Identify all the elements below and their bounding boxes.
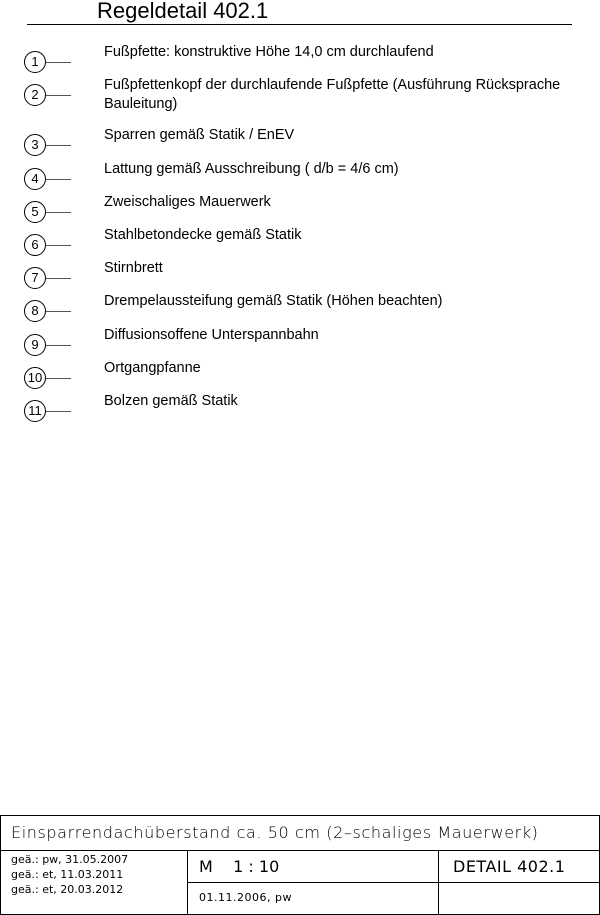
leader-line <box>46 245 71 246</box>
legend-item-text: Drempelaussteifung gemäß Statik (Höhen beachten) <box>104 293 443 309</box>
legend-item <box>24 393 584 426</box>
leader-line <box>46 278 71 279</box>
legend-number-badge: 4 <box>24 168 46 190</box>
title-block <box>0 815 600 915</box>
title-underline <box>27 24 572 25</box>
legend-item-text: Stahlbetondecke gemäß Statik <box>104 227 302 243</box>
revision-entry: geä.: et, 20.03.2012 <box>11 883 124 896</box>
legend-item-text: Diffusionsoffene Unterspannbahn <box>104 327 319 343</box>
detail-number: DETAIL 402.1 <box>453 857 566 876</box>
legend-number-badge: 10 <box>24 367 46 389</box>
legend-item <box>24 44 584 77</box>
legend-item <box>24 161 584 194</box>
legend-item-text: Fußpfette: konstruktive Höhe 14,0 cm durchlaufend <box>104 44 434 60</box>
legend-number-badge: 2 <box>24 84 46 106</box>
leader-line <box>46 145 71 146</box>
divider <box>1 850 599 851</box>
scale-label: M 1 : 10 <box>199 857 280 876</box>
legend-item-text: Bolzen gemäß Statik <box>104 393 238 409</box>
creation-date: 01.11.2006, pw <box>199 891 292 904</box>
legend-item <box>24 360 584 393</box>
revision-entry: geä.: pw, 31.05.2007 <box>11 853 129 866</box>
leader-line <box>46 62 71 63</box>
legend-item-text: Fußpfettenkopf der durchlaufende Fußpfette (Ausführung Rücksprache Bauleitung) <box>104 77 561 112</box>
legend-item <box>24 293 584 326</box>
leader-line <box>46 378 71 379</box>
legend-item <box>24 327 584 360</box>
legend-number-badge: 1 <box>24 51 46 73</box>
leader-line <box>46 179 71 180</box>
legend-item-text: Zweischaliges Mauerwerk <box>104 194 271 210</box>
leader-line <box>46 311 71 312</box>
legend-item <box>24 127 584 160</box>
page-title: Regeldetail 402.1 <box>97 0 269 23</box>
legend-item-text: Lattung gemäß Ausschreibung ( d/b = 4/6 cm) <box>104 161 399 177</box>
legend-number-badge: 7 <box>24 267 46 289</box>
legend-item-text: Sparren gemäß Statik / EnEV <box>104 127 295 143</box>
legend-item <box>24 260 584 293</box>
revision-entry: geä.: et, 11.03.2011 <box>11 868 124 881</box>
legend-number-badge: 9 <box>24 334 46 356</box>
legend-number-badge: 8 <box>24 300 46 322</box>
legend-item-text: Ortgangpfanne <box>104 360 201 376</box>
legend-number-badge: 6 <box>24 234 46 256</box>
leader-line <box>46 411 71 412</box>
legend-item <box>24 77 584 112</box>
divider <box>187 882 599 883</box>
legend-number-badge: 3 <box>24 134 46 156</box>
legend-number-badge: 11 <box>24 400 46 422</box>
legend-number-badge: 5 <box>24 201 46 223</box>
legend-item-text: Stirnbrett <box>104 260 163 276</box>
legend-item <box>24 194 584 227</box>
leader-line <box>46 345 71 346</box>
drawing-heading: Einsparrendachüberstand ca. 50 cm (2–schaliges Mauerwerk) <box>11 823 539 842</box>
leader-line <box>46 212 71 213</box>
legend-item <box>24 227 584 260</box>
leader-line <box>46 95 71 96</box>
